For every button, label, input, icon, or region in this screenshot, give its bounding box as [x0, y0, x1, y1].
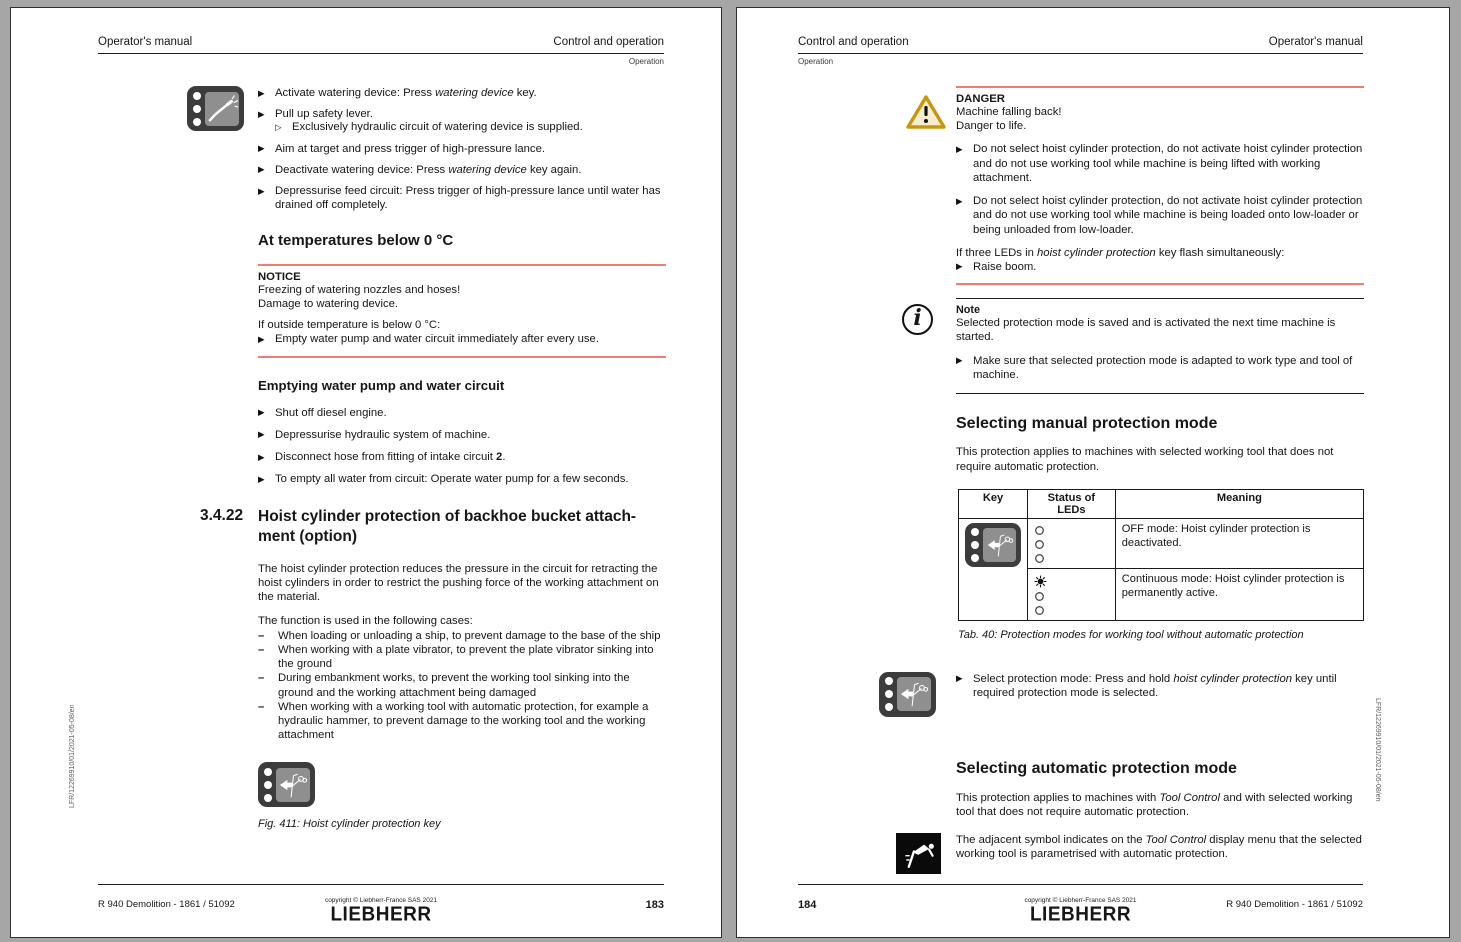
dash-marker-icon	[258, 671, 278, 699]
step-item: ▶ Empty water pump and water circuit immediately after every use.	[258, 332, 666, 346]
liebherr-logo: LIEBHERR	[330, 903, 432, 926]
dash-marker-icon	[258, 700, 278, 743]
notice-line: Freezing of watering nozzles and hoses!	[258, 283, 461, 296]
led-status-cell	[1028, 568, 1116, 620]
page-footer	[98, 884, 664, 926]
list-item: – When loading or unloading a ship, to prevent damage to the base of the ship	[258, 629, 666, 643]
table-caption: Tab. 40: Protection modes for working tool without automatic protection	[958, 628, 1304, 641]
auto-symbol-text: The adjacent symbol indicates on the Tool Control display menu that the selected working tool is parametrised with automatic protection.	[956, 834, 1362, 861]
use-cases-list	[258, 629, 666, 743]
manual-page-183	[10, 7, 722, 938]
step-marker-icon	[956, 672, 973, 700]
section-paragraph: The hoist cylinder protection reduces the pressure in the circuit for retracting the hoist cylinders in order to restrict the pushing force of the working attachment on the material.	[258, 562, 659, 604]
header-sub-label: Operation	[628, 57, 664, 66]
step-item: ▶ Do not select hoist cylinder protection, do not activate hoist cylinder protection and do not use working tool while machine is being loaded onto low-loader or being unloaded from low-loader.	[956, 194, 1364, 237]
document-edge-code: LFR/12269910/01/2021-05-08/en	[69, 704, 76, 808]
hoist-protection-glyph-icon	[983, 528, 1016, 562]
header-right-label: Operator's manual	[1268, 36, 1363, 48]
auto-mode-intro: This protection applies to machines with Tool Control and with selected working tool that does not require automatic protection.	[956, 791, 1353, 818]
led-off-icon	[1034, 539, 1045, 550]
emptying-heading: Emptying water pump and water circuit	[258, 377, 505, 393]
footer-copyright: copyright © Liebherr-France SAS 2021	[1024, 897, 1137, 904]
column-header-meaning: Meaning	[1115, 489, 1363, 518]
led-off-icon	[1034, 553, 1045, 564]
warning-triangle-icon	[906, 94, 946, 130]
table-header-row	[959, 489, 1364, 518]
step-marker-icon	[258, 86, 275, 100]
key-led-dots	[193, 92, 201, 126]
notice-condition: If outside temperature is below 0 °C:	[258, 319, 441, 332]
cold-heading: At temperatures below 0 °C	[258, 231, 454, 249]
key-cell	[959, 518, 1028, 620]
running-header	[98, 36, 664, 66]
protection-modes-table	[958, 489, 1364, 621]
hoist-protection-glyph-icon	[897, 677, 931, 711]
select-mode-block	[879, 672, 1364, 700]
key-led-dots	[264, 768, 272, 802]
info-icon: i	[902, 304, 933, 335]
step-item: ▶ Deactivate watering device: Press watering device key again.	[258, 163, 666, 177]
dash-marker-icon	[258, 643, 278, 671]
liebherr-logo: LIEBHERR	[1029, 903, 1132, 926]
hoist-cylinder-protection-key-icon	[258, 762, 315, 807]
step-item: ▶ Do not select hoist cylinder protection, do not activate hoist cylinder protection and do not use working tool while machine is being lifted with working attachment.	[956, 142, 1364, 185]
meaning-cell: OFF mode: Hoist cylinder protection is deactivated.	[1115, 518, 1363, 568]
header-left-label: Control and operation	[798, 36, 909, 48]
header-left-label: Operator's manual	[98, 36, 193, 48]
manual-mode-heading: Selecting manual protection mode	[956, 415, 1218, 433]
danger-condition: If three LEDs in hoist cylinder protection key flash simultaneously:	[956, 246, 1285, 259]
step-marker-icon	[258, 406, 275, 420]
key-led-dots	[885, 677, 893, 711]
led-off-icon	[1034, 605, 1045, 616]
step-item: ▶ Disconnect hose from fitting of intake circuit 2.	[258, 450, 666, 464]
page-content	[879, 78, 1364, 862]
step-item: ▶ Select protection mode: Press and hold hoist cylinder protection key until required protection mode is selected.	[956, 672, 1364, 700]
watering-device-key-icon	[187, 86, 244, 131]
notice-line: Damage to watering device.	[258, 298, 399, 310]
section-heading-row	[181, 507, 666, 547]
step-marker-icon	[258, 472, 275, 486]
led-status-cell	[1028, 518, 1116, 568]
danger-line: Danger to life.	[956, 120, 1027, 133]
step-item: ▶ Make sure that selected protection mode is adapted to work type and tool of machine.	[956, 354, 1364, 382]
step-marker-icon	[258, 428, 275, 442]
led-off-icon	[1034, 591, 1045, 602]
step-item: ▶ Depressurise hydraulic system of machine.	[258, 428, 666, 442]
danger-rulebox	[956, 86, 1364, 285]
page-number: 184	[798, 899, 817, 911]
section-number: 3.4.22	[200, 506, 244, 524]
note-rulebox	[956, 298, 1364, 394]
step-marker-icon	[956, 260, 973, 274]
result-marker-icon	[275, 120, 292, 134]
step-item: ▶ Activate watering device: Press watering device key.	[258, 86, 666, 100]
led-on-icon	[1034, 575, 1047, 588]
column-header-leds: Status of LEDs	[1028, 489, 1116, 518]
step-marker-icon	[956, 354, 973, 382]
footer-copyright: copyright © Liebherr-France SAS 2021	[324, 897, 438, 904]
step-marker-icon	[258, 107, 275, 121]
hoist-cylinder-protection-key-icon	[965, 523, 1021, 567]
section-title: Hoist cylinder protection of backhoe bucket attach- ment (option)	[258, 507, 637, 545]
step-marker-icon	[258, 184, 275, 212]
page-footer	[798, 884, 1363, 926]
step-result-item: ▷ Exclusively hydraulic circuit of watering device is supplied.	[275, 120, 666, 134]
list-item: – When working with a working tool with automatic protection, for example a hydraulic hammer, to prevent damage to the working tool and the working attachment	[258, 700, 666, 743]
notice-box	[258, 264, 666, 358]
document-edge-code: LFR/12269910/01/2021-05-08/en	[1374, 698, 1381, 802]
step-marker-icon	[956, 142, 973, 185]
manual-page-184	[736, 7, 1450, 938]
page-content	[181, 78, 666, 830]
meaning-cell: Continuous mode: Hoist cylinder protection is permanently active.	[1115, 568, 1363, 620]
watering-device-glyph-icon	[205, 92, 239, 126]
step-marker-icon	[258, 450, 275, 464]
hoist-cylinder-protection-key-icon	[879, 672, 936, 717]
step-item: ▶ Shut off diesel engine.	[258, 406, 666, 420]
hoist-protection-glyph-icon	[276, 768, 310, 802]
figure-caption: Fig. 411: Hoist cylinder protection key	[258, 818, 441, 831]
step-item: ▶ Raise boom.	[956, 260, 1364, 274]
note-block	[879, 298, 1364, 394]
list-item: – During embankment works, to prevent the working tool sinking into the ground and the working attachment being damaged	[258, 671, 666, 699]
auto-mode-heading: Selecting automatic protection mode	[956, 760, 1237, 778]
note-body: Selected protection mode is saved and is activated the next time machine is started.	[956, 317, 1336, 344]
step-item: ▶ Aim at target and press trigger of high-pressure lance.	[258, 142, 666, 156]
key-led-dots	[971, 528, 979, 562]
table-row	[959, 518, 1364, 568]
step-marker-icon	[258, 332, 275, 346]
automatic-protection-symbol-icon	[896, 833, 941, 874]
header-sub-label: Operation	[798, 57, 834, 66]
step-item: ▶ Pull up safety lever.	[258, 107, 666, 121]
auto-symbol-block	[879, 833, 1364, 861]
danger-block	[879, 86, 1364, 285]
notice-title: NOTICE	[258, 270, 301, 283]
page-number: 183	[645, 899, 664, 911]
step-marker-icon	[258, 163, 275, 177]
danger-title: DANGER	[956, 93, 1005, 105]
footer-doc-ref: R 940 Demolition - 1861 / 51092	[1226, 899, 1363, 910]
section-paragraph: The function is used in the following cases:	[258, 615, 473, 628]
note-title: Note	[956, 304, 980, 317]
danger-line: Machine falling back!	[956, 106, 1062, 118]
step-item: ▶ To empty all water from circuit: Operate water pump for a few seconds.	[258, 472, 666, 486]
led-off-icon	[1034, 525, 1045, 536]
figure-411	[258, 762, 666, 830]
step-marker-icon	[258, 142, 275, 156]
list-item: – When working with a plate vibrator, to prevent the plate vibrator sinking into the ground	[258, 643, 666, 671]
header-right-label: Control and operation	[553, 36, 664, 48]
step-marker-icon	[956, 194, 973, 237]
running-header	[798, 36, 1363, 66]
step-item: ▶ Depressurise feed circuit: Press trigger of high-pressure lance until water has drained off completely.	[258, 184, 666, 212]
footer-doc-ref: R 940 Demolition - 1861 / 51092	[98, 899, 235, 910]
dash-marker-icon	[258, 629, 278, 643]
manual-mode-intro: This protection applies to machines with selected working tool that does not require automatic protection.	[956, 446, 1334, 473]
emptying-steps-block	[258, 406, 666, 487]
watering-steps-block	[181, 78, 666, 213]
column-header-key: Key	[959, 489, 1028, 518]
